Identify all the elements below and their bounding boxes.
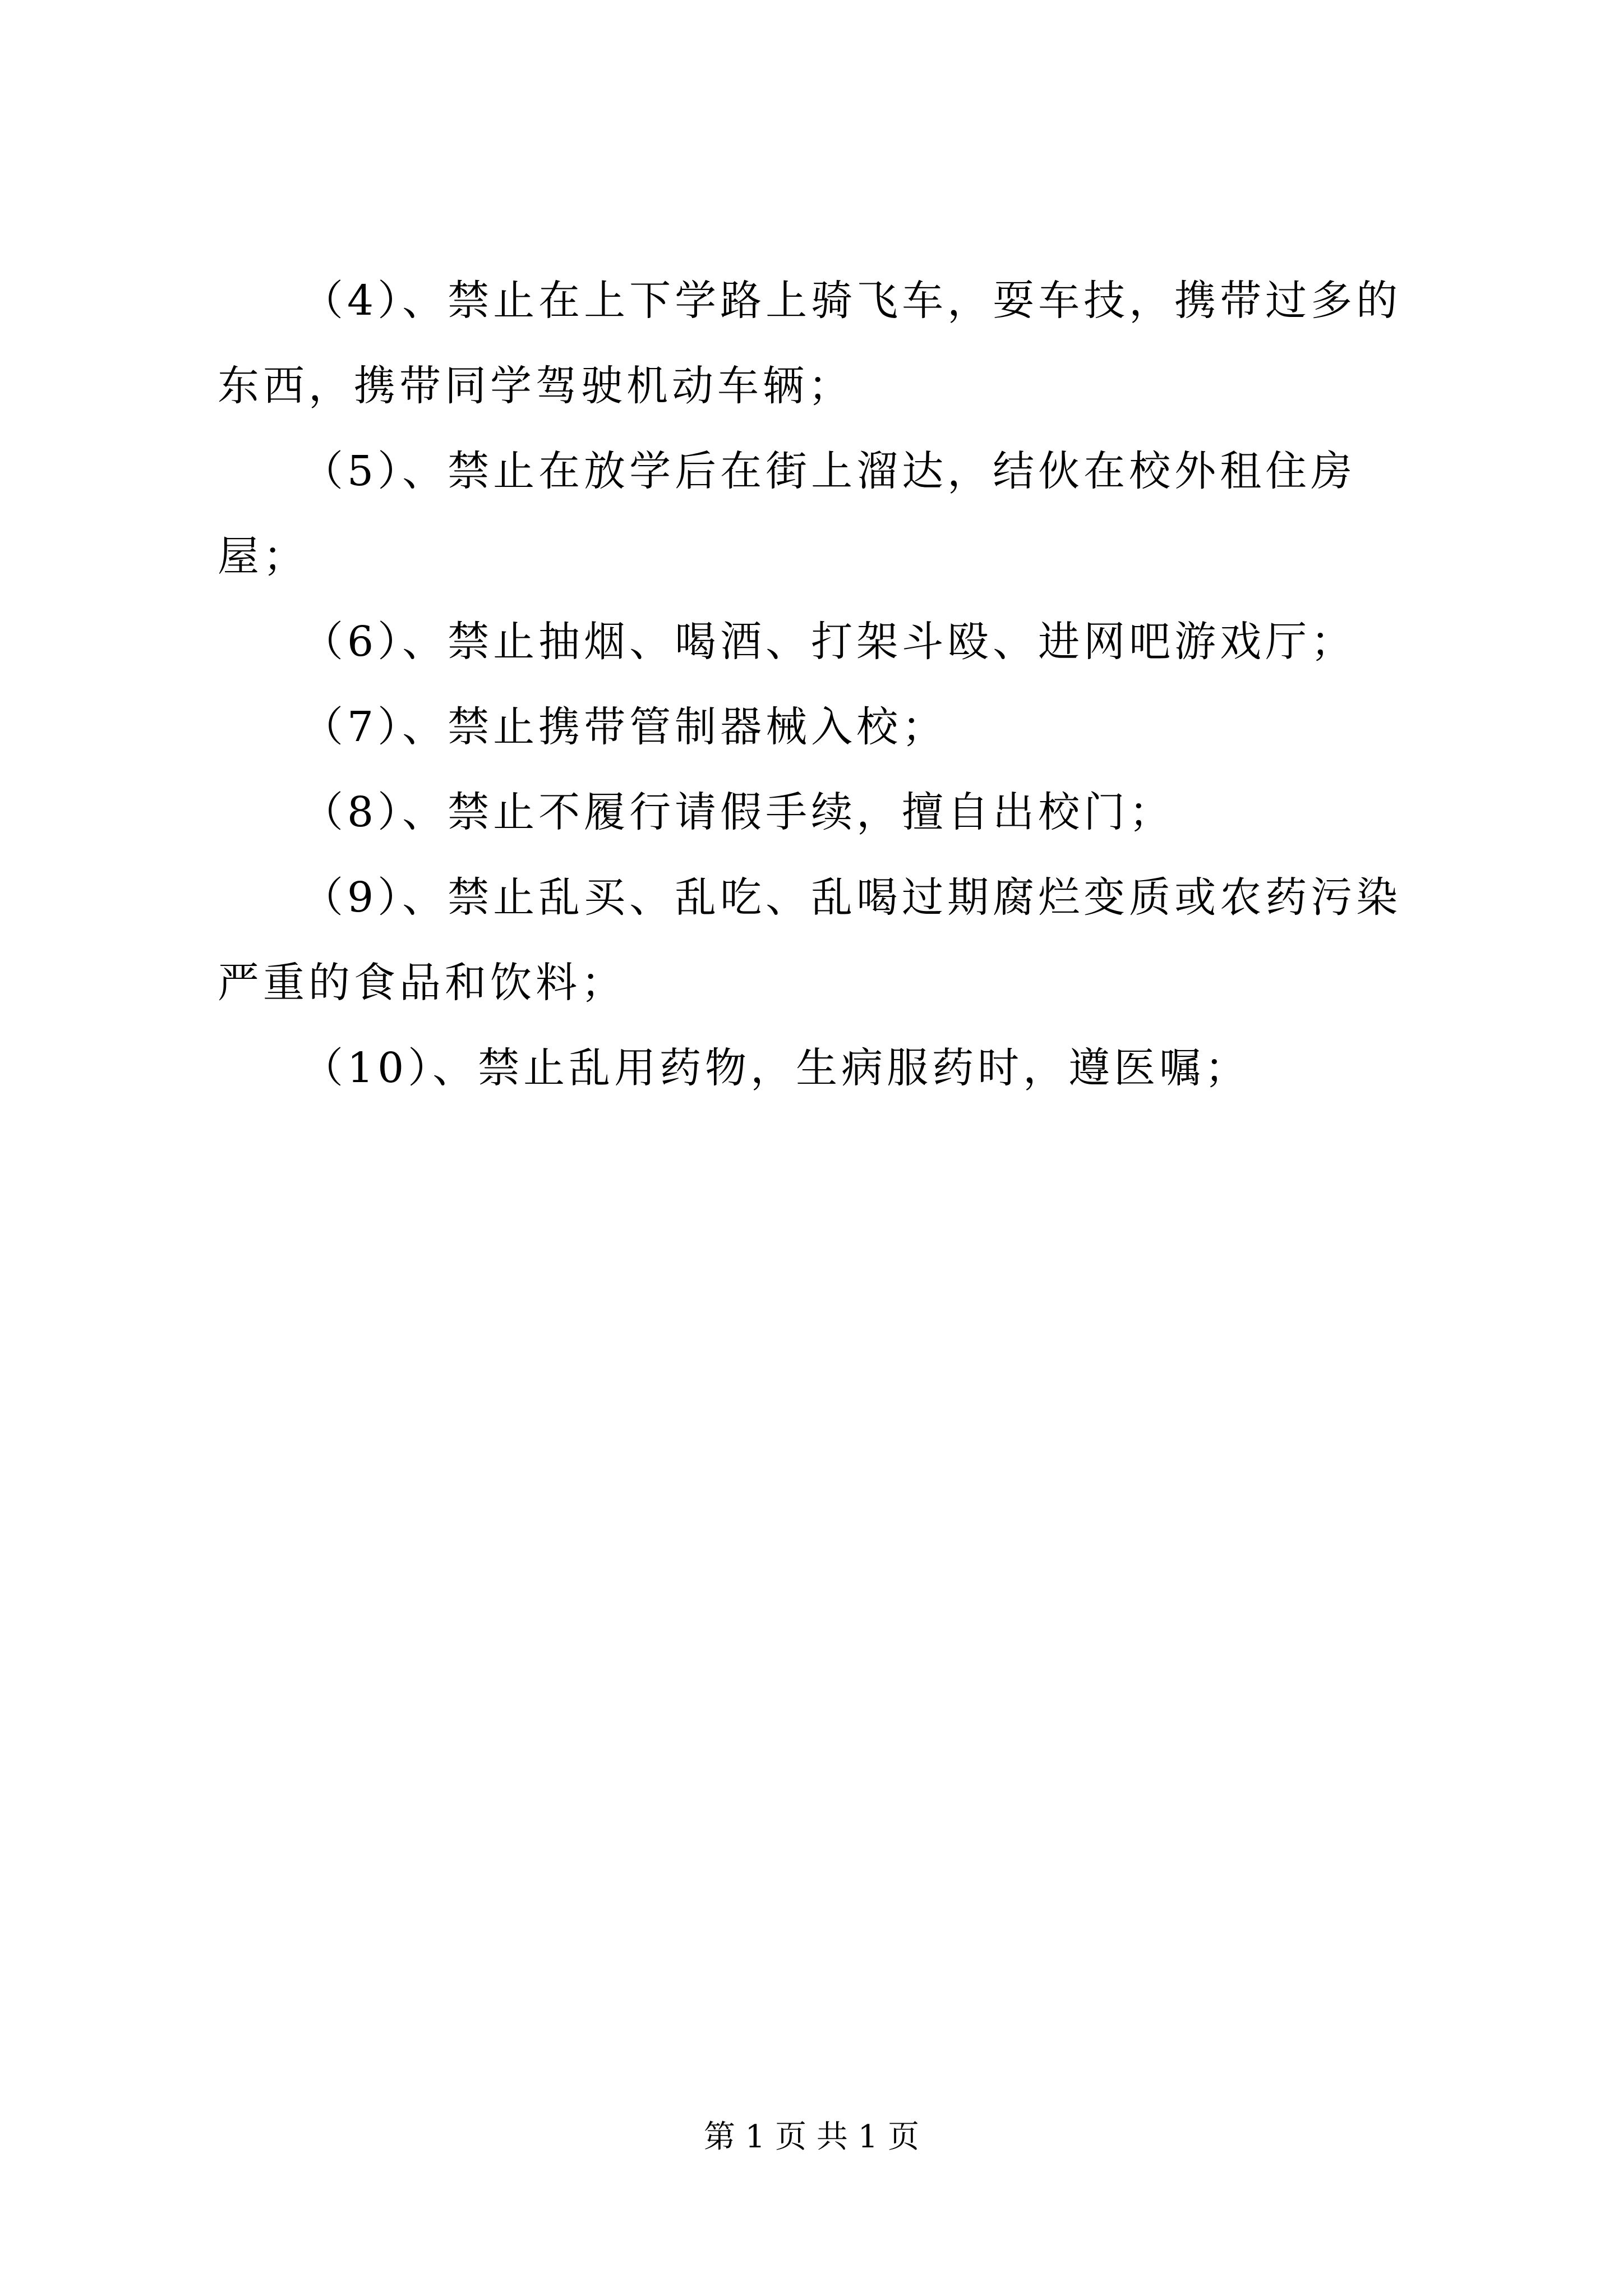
page-number-label: 第 1 页 共 1 页: [703, 2119, 920, 2155]
paragraph-rule-7: （7）、禁止携带管制器械入校；: [302, 703, 948, 751]
paragraph-rule-8: （8）、禁止不履行请假手续，擅自出校门；: [302, 788, 1175, 836]
page-footer: [0, 2115, 1623, 2160]
paragraph-rule-10: （10）、禁止乱用药物，生病服药时，遵医嘱；: [302, 1044, 1251, 1092]
document-body: [218, 258, 1440, 1111]
paragraph-rule-6: （6）、禁止抽烟、喝酒、打架斗殴、进网吧游戏厅；: [302, 618, 1357, 666]
paragraph-rule-5: （5）、禁止在放学后在街上溜达，结伙在校外租住房屋；: [218, 447, 1357, 581]
paragraph-rule-9: （9）、禁止乱买、乱吃、乱喝过期腐烂变质或农药污染严重的食品和饮料；: [218, 873, 1402, 1007]
paragraph-rule-4: （4）、禁止在上下学路上骑飞车，耍车技，携带过多的东西，携带同学驾驶机动车辆；: [218, 277, 1402, 410]
